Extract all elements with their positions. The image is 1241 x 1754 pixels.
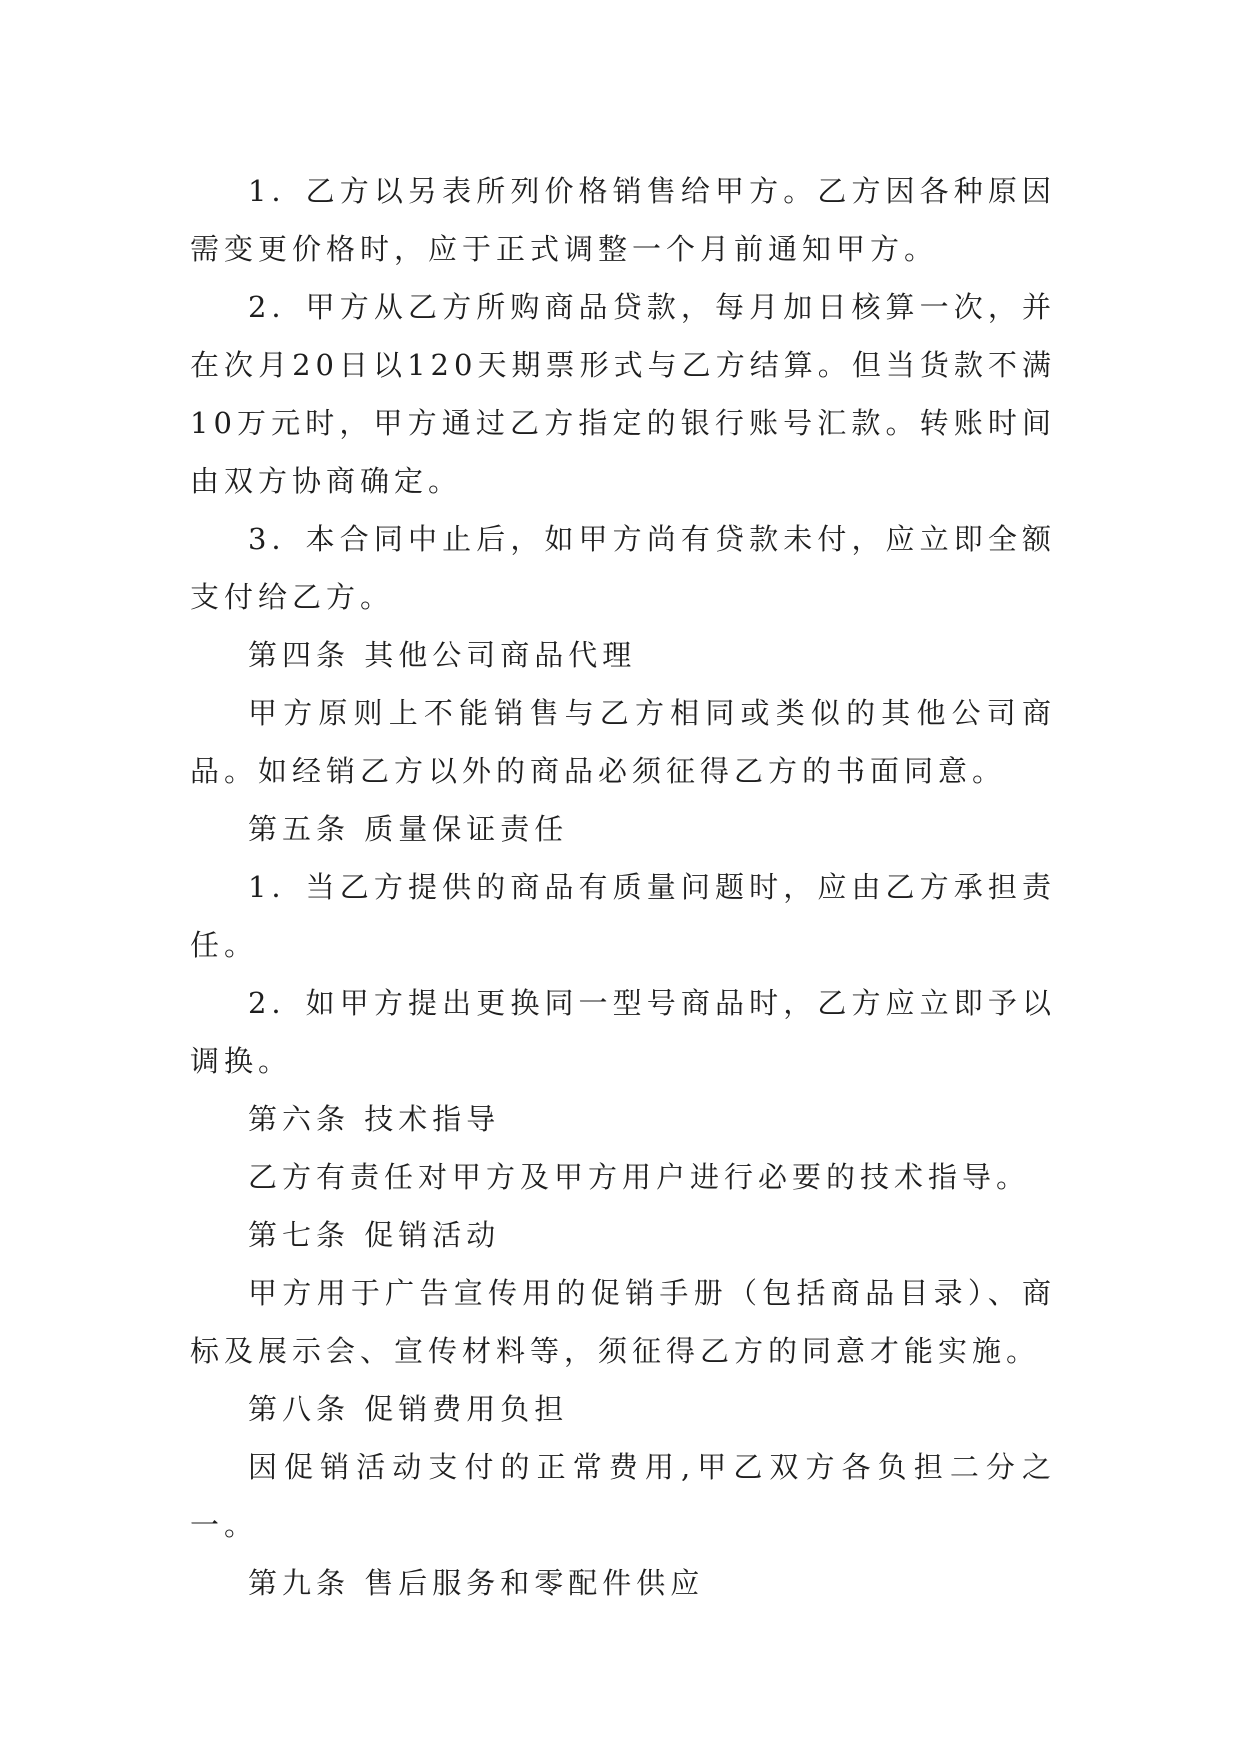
paragraph-termination-payment: 3．本合同中止后，如甲方尚有贷款未付，应立即全额支付给乙方。 <box>190 522 1056 614</box>
paragraph-technical-guidance: 乙方有责任对甲方及甲方用户进行必要的技术指导。 <box>248 1160 1031 1194</box>
heading-article-4: 第四条 其他公司商品代理 <box>248 638 637 672</box>
heading-article-9: 第九条 售后服务和零配件供应 <box>248 1566 705 1600</box>
paragraph-price: 1．乙方以另表所列价格销售给甲方。乙方因各种原因需变更价格时，应于正式调整一个月前通知甲方。 <box>190 174 1056 266</box>
paragraph-exchange: 2．如甲方提出更换同一型号商品时，乙方应立即予以调换。 <box>190 986 1056 1078</box>
heading-article-7: 第七条 促销活动 <box>248 1218 501 1252</box>
paragraph-promotion-cost: 因促销活动支付的正常费用,甲乙双方各负担二分之一。 <box>190 1450 1056 1542</box>
document-body <box>190 162 1056 1612</box>
paragraph-promotion: 甲方用于广告宣传用的促销手册（包括商品目录）、商标及展示会、宣传材料等，须征得乙方的同意才能实施。 <box>190 1276 1056 1368</box>
heading-article-6: 第六条 技术指导 <box>248 1102 501 1136</box>
heading-article-8: 第八条 促销费用负担 <box>248 1392 569 1426</box>
paragraph-other-products: 甲方原则上不能销售与乙方相同或类似的其他公司商品。如经销乙方以外的商品必须征得乙方的书面同意。 <box>190 696 1056 788</box>
heading-article-5: 第五条 质量保证责任 <box>248 812 569 846</box>
paragraph-settlement: 2．甲方从乙方所购商品贷款，每月加日核算一次，并在次月20日以120天期票形式与乙方结算。但当货款不满10万元时，甲方通过乙方指定的银行账号汇款。转账时间由双方协商确定。 <box>190 290 1056 498</box>
paragraph-quality-responsibility: 1．当乙方提供的商品有质量问题时，应由乙方承担责任。 <box>190 870 1056 962</box>
